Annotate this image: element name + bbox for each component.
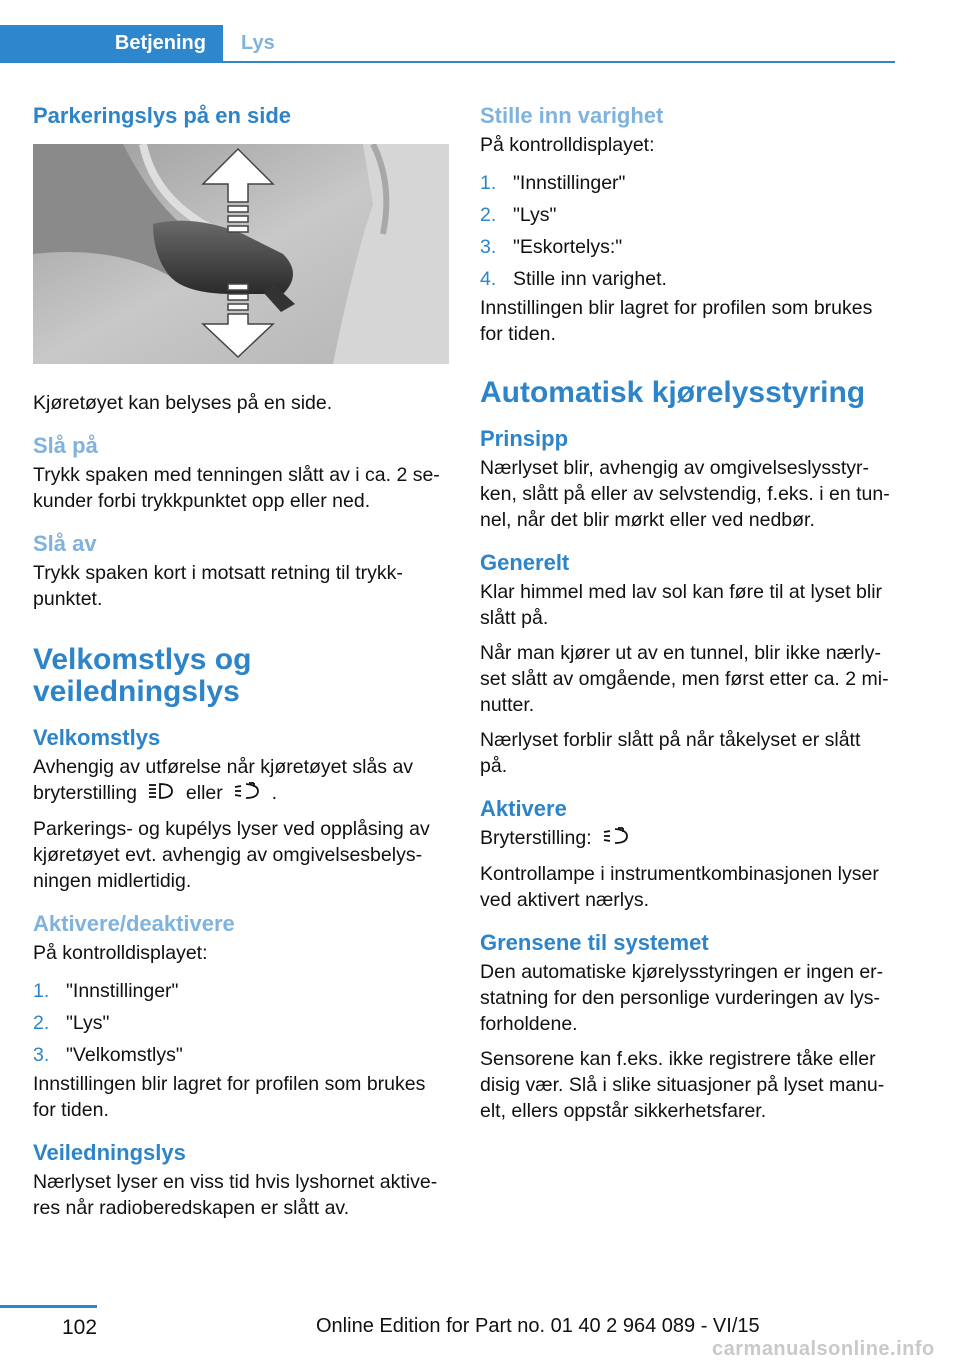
- paragraph-saved-2: for tiden.: [33, 1098, 109, 1121]
- list-item: 3. "Velkomstlys": [33, 1043, 183, 1066]
- paragraph-parking-light: Kjøretøyet kan belyses på en side.: [33, 392, 333, 414]
- tab-betjening[interactable]: Betjening: [0, 25, 223, 61]
- heading-set-duration: Stille inn varighet: [480, 103, 664, 128]
- paragraph-limits-2c: elt, ellers oppstår sikkerhetsfarer.: [480, 1099, 767, 1122]
- heading-activate: Aktivere: [480, 796, 567, 821]
- paragraph-welcome-5: ningen midlertidig.: [33, 869, 192, 892]
- period-label: .: [271, 782, 278, 804]
- paragraph-general-2a: Når man kjører ut av en tunnel, blir ikke nærly-: [480, 642, 881, 664]
- chapter-tabs: [0, 25, 895, 63]
- auto-light-icon: [603, 826, 629, 852]
- steps-list-welcome: [33, 975, 449, 1071]
- stalk-illustration: [33, 144, 449, 364]
- paragraph-general-2c: nutter.: [480, 694, 535, 716]
- or-label: eller: [185, 782, 223, 804]
- paragraph-principle-2: ken, slått på eller av selvstendig, f.eks. i en tun-: [480, 483, 890, 505]
- heading-principle: Prinsipp: [480, 426, 569, 451]
- paragraph-guide-2: res når radioberedskapen er slått av.: [33, 1196, 350, 1219]
- list-item: 3. "Eskortelys:": [480, 236, 623, 258]
- paragraph-saved-right-2: for tiden.: [480, 323, 556, 345]
- heading-auto-headlight: Automatisk kjørelysstyring: [480, 376, 866, 409]
- paragraph-control-display-right: På kontrolldisplayet:: [480, 134, 655, 156]
- edition-footer: Online Edition for Part no. 01 40 2 964 089 - VI/15: [316, 1315, 760, 1337]
- paragraph-general-3a: Nærlyset forblir slått på når tåkelyset er slått: [480, 729, 861, 751]
- site-watermark: carmanualsonline.info: [712, 1338, 935, 1360]
- heading-parking-light: Parkeringslys på en side: [33, 103, 292, 128]
- heading-switch-on: Slå på: [33, 433, 98, 458]
- paragraph-switch-on-2: kunder forbi trykkpunktet opp eller ned.: [33, 490, 371, 512]
- paragraph-general-1a: Klar himmel med lav sol kan føre til at lyset blir: [480, 581, 883, 603]
- list-item: 2. "Lys": [480, 204, 557, 226]
- page-number: 102: [62, 1316, 98, 1339]
- paragraph-guide-1: Nærlyset lyser en viss tid hvis lyshornet aktive-: [33, 1170, 438, 1193]
- paragraph-switch-off-1: Trykk spaken kort i motsatt retning til trykk-: [33, 562, 403, 584]
- heading-switch-off: Slå av: [33, 531, 97, 556]
- paragraph-saved-1: Innstillingen blir lagret for profilen som brukes: [33, 1072, 426, 1095]
- paragraph-saved-right-1: Innstillingen blir lagret for profilen som brukes: [480, 297, 873, 319]
- paragraph-principle-3: nel, når det blir mørkt eller ved nedbør.: [480, 509, 815, 531]
- paragraph-welcome-2: [33, 780, 449, 807]
- paragraph-limits-1c: forholdene.: [480, 1012, 578, 1035]
- auto-light-icon: [234, 781, 260, 807]
- turn-signal-stalk-image: [33, 144, 449, 364]
- paragraph-limits-1b: statning for den personlige vurderingen av lys-: [480, 986, 880, 1009]
- heading-welcome-guide-1: Velkomstlys og: [33, 643, 252, 676]
- left-column: [33, 100, 449, 1221]
- paragraph-limits-2a: Sensorene kan f.eks. ikke registrere tåke eller: [480, 1047, 876, 1070]
- paragraph-switch-off-2: punktet.: [33, 588, 103, 610]
- paragraph-principle-1: Nærlyset blir, avhengig av omgivelseslysstyr-: [480, 457, 870, 479]
- heading-welcome-light: Velkomstlys: [33, 725, 161, 750]
- list-item: 2. "Lys": [33, 1011, 110, 1034]
- switch-position-label: bryterstilling: [33, 782, 138, 804]
- heading-general: Generelt: [480, 550, 570, 575]
- paragraph-welcome-3: Parkerings- og kupélys lyser ved opplåsing av: [33, 817, 430, 840]
- footer-accent-line: [0, 1305, 97, 1308]
- paragraph-limits-2b: disig vær. Slå i slike situasjoner på lyset manu-: [480, 1073, 885, 1096]
- paragraph-control-display: På kontrolldisplayet:: [33, 941, 208, 964]
- paragraph-general-2b: set slått av omgående, men først etter ca. 2 mi-: [480, 668, 889, 690]
- steps-list-duration: [480, 167, 896, 295]
- switch-position-label-right: Bryterstilling:: [480, 827, 592, 849]
- heading-welcome-guide-2: veiledningslys: [33, 675, 240, 708]
- paragraph-welcome-4: kjøretøyet evt. avhengig av omgivelsesbelys-: [33, 843, 423, 866]
- tab-lys[interactable]: Lys: [241, 32, 275, 54]
- list-item: 1. "Innstillinger": [33, 979, 179, 1002]
- paragraph-switch-position: [480, 825, 896, 852]
- list-item: 1. "Innstillinger": [480, 172, 626, 194]
- paragraph-general-1b: slått på.: [480, 607, 549, 629]
- paragraph-general-3b: på.: [480, 755, 508, 777]
- paragraph-indicator-2: ved aktivert nærlys.: [480, 888, 650, 911]
- heading-activate-deactivate: Aktivere/deaktivere: [33, 910, 235, 936]
- parking-light-icon: [148, 781, 174, 807]
- heading-system-limits: Grensene til systemet: [480, 929, 709, 955]
- heading-guide-light: Veiledningslys: [33, 1139, 186, 1165]
- paragraph-limits-1a: Den automatiske kjørelysstyringen er ingen er-: [480, 960, 884, 983]
- paragraph-switch-on-1: Trykk spaken med tenningen slått av i ca. 2 se-: [33, 464, 440, 486]
- paragraph-welcome-1: Avhengig av utførelse når kjøretøyet slås av: [33, 756, 414, 778]
- paragraph-indicator-1: Kontrollampe i instrumentkombinasjonen lyser: [480, 862, 879, 885]
- right-column: [480, 100, 896, 1124]
- list-item: 4. Stille inn varighet.: [480, 268, 667, 290]
